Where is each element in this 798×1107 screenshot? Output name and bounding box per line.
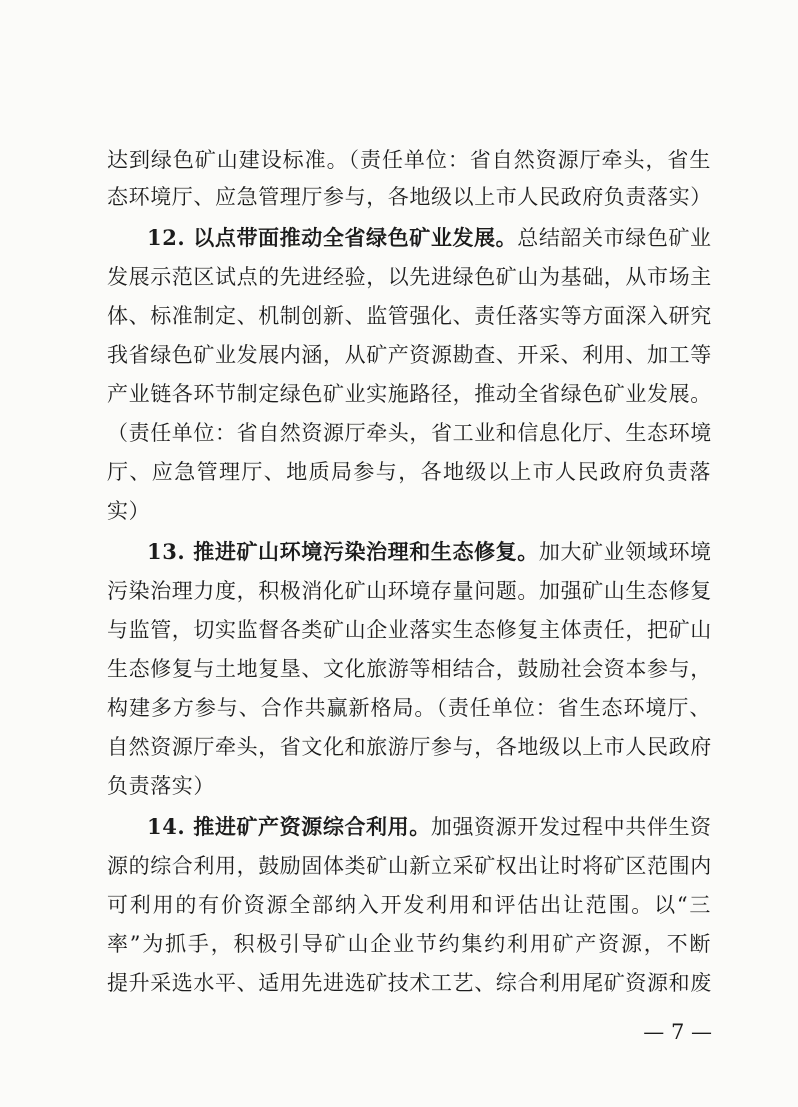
paragraph-line: 源的综合利用，鼓励固体类矿山新立采矿权出让时将矿区范围内 — [107, 854, 712, 878]
paragraph-heading: 13. 推进矿山环境污染治理和生态修复。 — [147, 539, 539, 564]
paragraph-line: 达到绿色矿山建设标准。（责任单位：省自然资源厅牵头，省生 — [107, 148, 711, 172]
paragraph-text: 总结韶关市绿色矿业 — [517, 226, 712, 250]
paragraph-line: 提升采选水平、适用先进选矿技术工艺、综合利用尾矿资源和废 — [107, 971, 712, 995]
paragraph-line: 态环境厅、应急管理厅参与，各地级以上市人民政府负责落实） — [107, 185, 712, 209]
paragraph-heading: 14. 推进矿产资源综合利用。 — [147, 814, 431, 839]
paragraph-line: 我省绿色矿业发展内涵，从矿产资源勘查、开采、利用、加工等 — [107, 343, 712, 367]
paragraph-text: 加强资源开发过程中共伴生资 — [430, 815, 712, 839]
paragraph-line: 可利用的有价资源全部纳入开发利用和评估出让范围。以“三 — [107, 893, 711, 917]
paragraph-line: 污染治理力度，积极消化矿山环境存量问题。加强矿山生态修复 — [107, 579, 712, 603]
paragraph-line: 率”为抓手，积极引导矿山企业节约集约利用矿产资源，不断 — [107, 932, 711, 956]
paragraph-line: 产业链各环节制定绿色矿业实施路径，推动全省绿色矿业发展。 — [107, 382, 712, 406]
paragraph-line: 自然资源厅牵头，省文化和旅游厅参与，各地级以上市人民政府 — [107, 735, 712, 759]
paragraph-heading: 12. 以点带面推动全省绿色矿业发展。 — [147, 225, 518, 250]
paragraph-line: （责任单位：省自然资源厅牵头，省工业和信息化厅、生态环境 — [107, 421, 712, 445]
paragraph-first-line — [147, 809, 711, 845]
paragraph-line: 厅、应急管理厅、地质局参与，各地级以上市人民政府负责落 — [107, 460, 711, 484]
paragraph-line: 体、标准制定、机制创新、监管强化、责任落实等方面深入研究 — [107, 304, 712, 328]
page-number: — 7 — — [643, 1020, 712, 1044]
paragraph-first-line — [147, 534, 711, 570]
paragraph-text: 加大矿业领域环境 — [538, 540, 712, 564]
paragraph-line: 负责落实） — [107, 774, 215, 798]
paragraph-line: 发展示范区试点的先进经验，以先进绿色矿山为基础，从市场主 — [107, 265, 712, 289]
paragraph-first-line — [147, 220, 711, 256]
paragraph-line: 生态修复与土地复垦、文化旅游等相结合，鼓励社会资本参与， — [107, 657, 712, 681]
paragraph-line: 与监管，切实监督各类矿山企业落实生态修复主体责任，把矿山 — [107, 618, 712, 642]
paragraph-line: 实） — [107, 499, 151, 523]
paragraph-line: 构建多方参与、合作共赢新格局。（责任单位：省生态环境厅、 — [107, 696, 711, 720]
